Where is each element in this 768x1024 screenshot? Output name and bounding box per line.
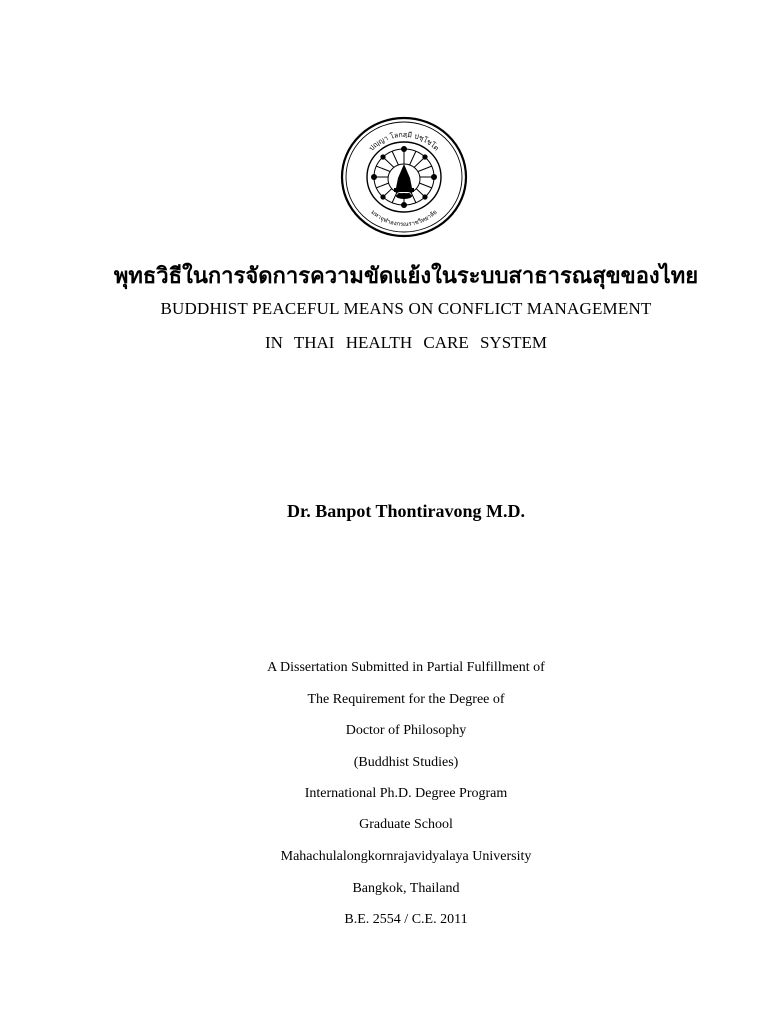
english-title-line-1: BUDDHIST PEACEFUL MEANS ON CONFLICT MANAGEMENT bbox=[160, 299, 652, 318]
svg-text:ปญฺญา โลกสฺมี ปชฺโชโต: ปญฺญา โลกสฺมี ปชฺโชโต bbox=[367, 130, 441, 153]
field-of-study: (Buddhist Studies) bbox=[353, 755, 459, 770]
thai-title: พุทธวิธีในการจัดการความขัดแย้งในระบบสาธารณสุขของไทย bbox=[113, 263, 699, 288]
submission-line: The Requirement for the Degree of bbox=[307, 692, 505, 707]
author-name: Dr. Banpot Thontiravong M.D. bbox=[286, 501, 526, 521]
location: Bangkok, Thailand bbox=[352, 881, 460, 896]
english-title-line-2: IN THAI HEALTH CARE SYSTEM bbox=[264, 333, 548, 352]
degree-name: Doctor of Philosophy bbox=[345, 723, 467, 738]
program-name: International Ph.D. Degree Program bbox=[304, 786, 508, 801]
university-name: Mahachulalongkornrajavidyalaya University bbox=[280, 849, 532, 864]
university-seal-logo bbox=[340, 116, 468, 238]
svg-text:มหาจุฬาลงกรณราชวิทยาลัย: มหาจุฬาลงกรณราชวิทยาลัย bbox=[369, 208, 439, 229]
submission-line: A Dissertation Submitted in Partial Fulfillment of bbox=[267, 660, 545, 675]
school-name: Graduate School bbox=[359, 817, 453, 832]
year: B.E. 2554 / C.E. 2011 bbox=[344, 912, 468, 927]
